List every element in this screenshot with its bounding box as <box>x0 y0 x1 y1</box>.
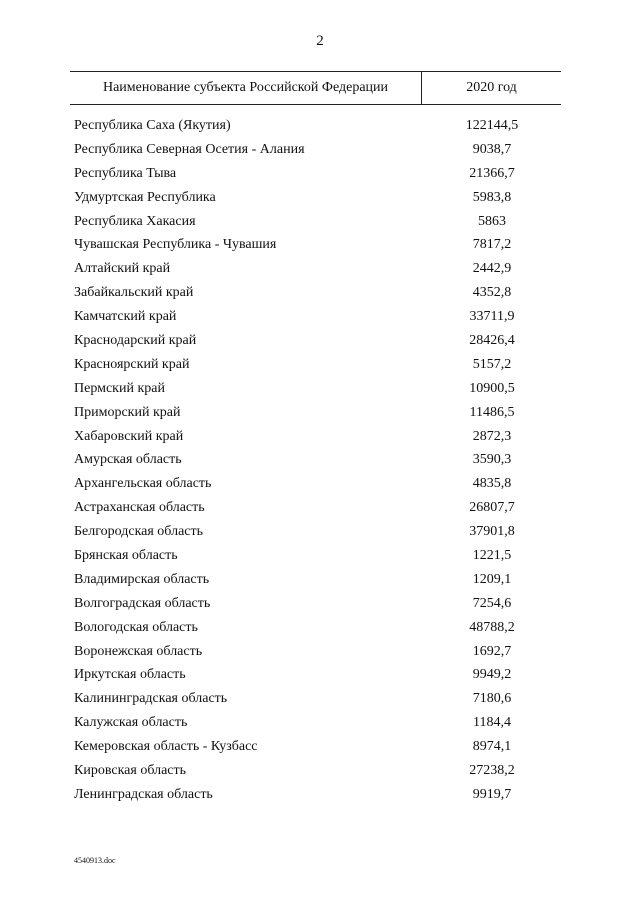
value-cell: 1221,5 <box>472 548 512 564</box>
subject-name-cell: Республика Хакасия <box>74 213 196 229</box>
table-row <box>0 596 640 620</box>
value-cell: 27238,2 <box>469 763 515 779</box>
table-row <box>0 381 640 405</box>
subject-name-cell: Красноярский край <box>74 356 190 372</box>
table-row <box>0 429 640 453</box>
value-cell: 4352,8 <box>472 285 512 301</box>
value-cell: 5983,8 <box>472 189 512 205</box>
document-filename: 4540913.doc <box>74 856 116 865</box>
subject-name-cell: Республика Северная Осетия - Алания <box>74 141 305 157</box>
value-cell: 37901,8 <box>469 524 515 540</box>
table-row <box>0 261 640 285</box>
table-header <box>70 71 561 105</box>
table-row <box>0 190 640 214</box>
table-row <box>0 476 640 500</box>
table-row <box>0 309 640 333</box>
table-row <box>0 644 640 668</box>
subject-name-cell: Чувашская Республика - Чувашия <box>74 237 277 253</box>
table-row <box>0 667 640 691</box>
table-row <box>0 715 640 739</box>
table-row <box>0 524 640 548</box>
subject-name-cell: Краснодарский край <box>74 333 197 349</box>
value-cell: 4835,8 <box>472 476 512 492</box>
value-cell: 1692,7 <box>472 643 512 659</box>
value-cell: 9949,2 <box>472 667 512 683</box>
table-row <box>0 166 640 190</box>
table-row <box>0 285 640 309</box>
table-row <box>0 405 640 429</box>
subject-name-cell: Волгоградская область <box>74 595 211 611</box>
subject-name-cell: Кемеровская область - Кузбасс <box>74 739 258 755</box>
value-cell: 9038,7 <box>472 141 512 157</box>
subject-name-cell: Ленинградская область <box>74 786 213 802</box>
subject-name-cell: Архангельская область <box>74 476 212 492</box>
table-row <box>0 142 640 166</box>
subject-name-cell: Белгородская область <box>74 524 204 540</box>
value-cell: 5863 <box>478 213 506 229</box>
value-cell: 11486,5 <box>469 404 515 420</box>
value-cell: 21366,7 <box>469 165 515 181</box>
subject-name-cell: Удмуртская Республика <box>74 189 216 205</box>
subject-name-cell: Забайкальский край <box>74 285 194 301</box>
table-row <box>0 214 640 238</box>
table-row <box>0 548 640 572</box>
table-row <box>0 333 640 357</box>
value-cell: 122144,5 <box>465 118 519 133</box>
table-row <box>0 118 640 142</box>
table-row <box>0 357 640 381</box>
subject-name-cell: Калининградская область <box>74 691 228 707</box>
subject-name-cell: Республика Тыва <box>74 165 177 181</box>
table-row <box>0 620 640 644</box>
value-cell: 5157,2 <box>472 356 512 372</box>
table-row <box>0 787 640 811</box>
value-cell: 28426,4 <box>469 333 515 349</box>
subject-name-cell: Воронежская область <box>74 643 203 659</box>
subject-name-cell: Кировская область <box>74 763 187 779</box>
table-row <box>0 739 640 763</box>
value-cell: 1209,1 <box>472 571 512 587</box>
value-cell: 7254,6 <box>472 595 512 611</box>
subject-name-cell: Республика Саха (Якутия) <box>74 118 231 133</box>
subject-name-cell: Камчатский край <box>74 309 177 325</box>
column-header-subject-name: Наименование субъекта Российской Федерации <box>70 72 422 104</box>
subject-name-cell: Хабаровский край <box>74 428 184 444</box>
subject-name-cell: Брянская область <box>74 548 178 564</box>
page-number: 2 <box>316 33 324 49</box>
value-cell: 7817,2 <box>472 237 512 253</box>
value-cell: 1184,4 <box>473 715 511 731</box>
column-header-year: 2020 год <box>466 80 517 95</box>
table-row <box>0 691 640 715</box>
value-cell: 48788,2 <box>469 619 515 635</box>
value-cell: 8974,1 <box>472 739 512 755</box>
subject-name-cell: Алтайский край <box>74 261 171 277</box>
value-cell: 10900,5 <box>469 380 515 396</box>
value-cell: 3590,3 <box>472 452 512 468</box>
value-cell: 26807,7 <box>469 500 515 516</box>
table-body <box>0 118 640 811</box>
subject-name-cell: Вологодская область <box>74 619 198 635</box>
subject-name-cell: Приморский край <box>74 404 181 420</box>
subject-name-cell: Иркутская область <box>74 667 186 683</box>
subject-name-cell: Калужская область <box>74 715 188 731</box>
table-row <box>0 237 640 261</box>
table-row <box>0 763 640 787</box>
table-row <box>0 452 640 476</box>
value-cell: 2442,9 <box>472 261 512 277</box>
value-cell: 2872,3 <box>472 428 512 444</box>
table-row <box>0 500 640 524</box>
subject-name-cell: Астраханская область <box>74 500 205 516</box>
subject-name-cell: Пермский край <box>74 380 165 396</box>
value-cell: 9919,7 <box>472 786 512 802</box>
subject-name-cell: Амурская область <box>74 452 182 468</box>
subject-name-cell: Владимирская область <box>74 571 210 587</box>
table-row <box>0 572 640 596</box>
value-cell: 33711,9 <box>469 309 515 325</box>
value-cell: 7180,6 <box>472 691 512 707</box>
